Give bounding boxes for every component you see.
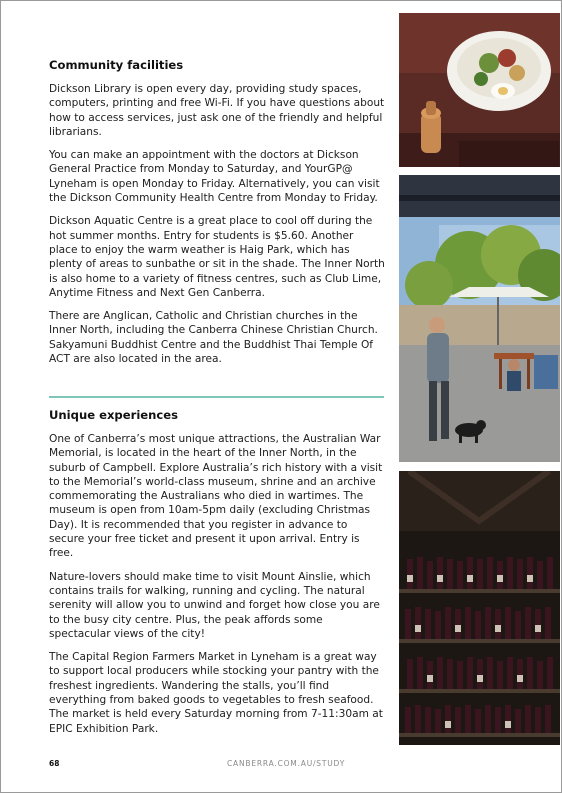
section-heading: Unique experiences: [49, 408, 179, 422]
street-cafe-photo: [399, 175, 560, 462]
section-unique-experiences: [49, 408, 385, 745]
section-community-facilities: [49, 58, 385, 375]
wine-shelves-photo: [399, 471, 560, 745]
paragraph: Dickson Aquatic Centre is a great place to cool off during the hot summer months. Entry for students is $5.60. Another place to enjoy the warm weather is Haig Park, which has plenty of areas to sunbathe or sit in the shade. The Inner North is also home to a variety of fitness centres, such as Club Lime, Anytime Fitness and Next Gen Canberra.: [49, 215, 385, 299]
paragraph: The Capital Region Farmers Market in Lyneham is a great way to support local producers while stocking your pantry with the freshest ingredients. Wandering the stalls, you’ll find everything from baked goods to vegetables to fresh seafood. The market is held every Saturday morning from 7-11:30am at EPIC Exhibition Park.: [49, 651, 383, 735]
page-number: 68: [49, 759, 60, 768]
paragraph: Dickson Library is open every day, providing study spaces, computers, printing and free Wi-Fi. If you have questions about how to access services, just ask one of the friendly and helpful librarians.: [49, 83, 385, 138]
food-bowl-photo: [399, 13, 560, 167]
section-heading: Community facilities: [49, 58, 184, 72]
paragraph: One of Canberra’s most unique attractions, the Australian War Memorial, is located in the heart of the Inner North, in the suburb of Campbell. Explore Australia’s rich history with a visit to the Memorial’s world-class museum, shrine and an archive commemorating the Australians who died in wartimes. The museum is open from 10am-5pm daily (excluding Christmas Day). It is recommended that you register in advance to secure your free ticket and present it upon arrival. Entry is free.: [49, 433, 383, 560]
paragraph: There are Anglican, Catholic and Christian churches in the Inner North, including the Canberra Chinese Christian Church. Sakyamuni Buddhist Centre and the Buddhist Thai Temple Of ACT are also located in the area.: [49, 310, 378, 366]
paragraph: You can make an appointment with the doctors at Dickson General Practice from Monday to Saturday, and YourGP@ Lyneham is open Monday to Friday. Alternatively, you can visit the Dickson Community Health Centre from Monday to Friday.: [49, 149, 380, 205]
footer-url: CANBERRA.COM.AU/STUDY: [227, 759, 346, 768]
section-divider: [49, 396, 384, 398]
paragraph: Nature-lovers should make time to visit Mount Ainslie, which contains trails for walking, running and cycling. The natural serenity will allow you to unwind and forget how close you are to the busy city centre. Plus, the peak affords some spectacular views of the city!: [49, 570, 380, 640]
